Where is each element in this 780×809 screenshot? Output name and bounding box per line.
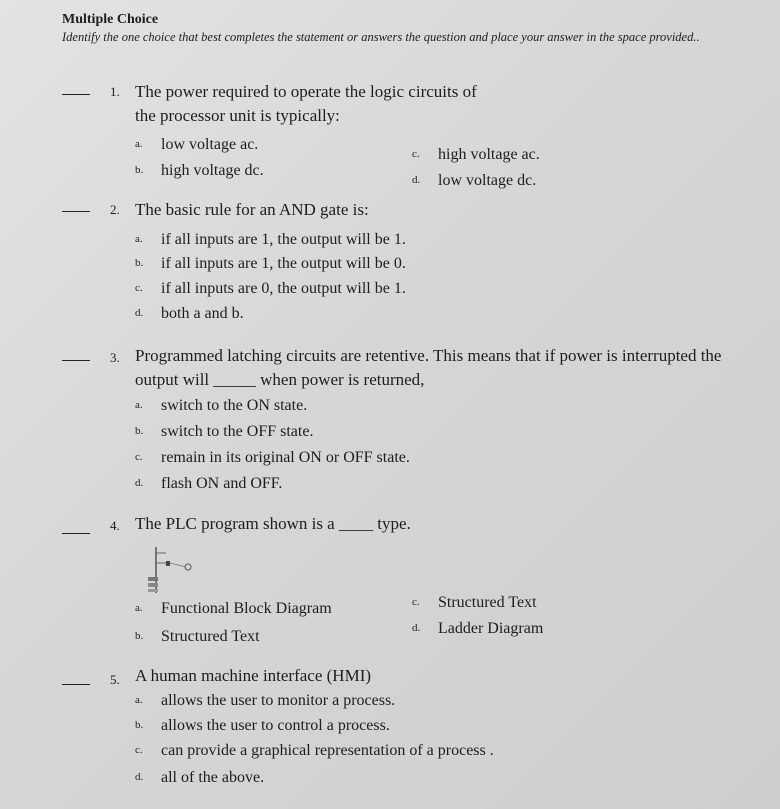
option-letter: a. — [135, 694, 143, 706]
option-text: Structured Text — [438, 594, 537, 611]
option-letter: c. — [412, 148, 420, 160]
option-letter: d. — [412, 622, 421, 634]
option-letter: b. — [135, 630, 144, 642]
option-text: all of the above. — [161, 769, 265, 786]
option-a — [135, 136, 258, 154]
option-c — [412, 594, 537, 612]
question-number: 3. — [110, 350, 120, 365]
option-text: low voltage dc. — [438, 172, 537, 189]
question-number: 5. — [110, 672, 120, 687]
option-text: if all inputs are 0, the output will be 1. — [161, 280, 406, 297]
option-letter: b. — [135, 425, 144, 437]
option-a — [135, 231, 406, 249]
option-text: allows the user to control a process. — [161, 717, 390, 734]
option-text: allows the user to monitor a process. — [161, 692, 396, 709]
option-text: switch to the OFF state. — [161, 423, 314, 440]
option-c — [135, 449, 410, 467]
option-letter: c. — [135, 282, 143, 294]
option-a — [135, 600, 332, 618]
option-d — [135, 475, 282, 493]
option-text: Structured Text — [161, 628, 260, 645]
option-d — [412, 620, 543, 638]
question-text: The basic rule for an AND gate is: — [135, 200, 369, 219]
option-c — [135, 742, 494, 760]
option-c — [135, 280, 406, 298]
option-letter: c. — [135, 744, 143, 756]
option-text: remain in its original ON or OFF state. — [161, 449, 410, 466]
option-letter: d. — [135, 771, 144, 783]
option-d — [135, 769, 264, 787]
option-letter: c. — [135, 451, 143, 463]
answer-blank-2[interactable] — [62, 211, 90, 212]
ladder-diagram-thumbnail — [146, 545, 196, 595]
option-letter: b. — [135, 257, 144, 269]
option-letter: a. — [135, 233, 143, 245]
question-text: The power required to operate the logic circuits of the processor unit is typically: — [135, 82, 477, 125]
question-text: The PLC program shown is a ____ type. — [135, 514, 411, 533]
option-b — [135, 255, 406, 273]
option-letter: b. — [135, 164, 144, 176]
option-letter: d. — [412, 174, 421, 186]
option-text: flash ON and OFF. — [161, 475, 283, 492]
option-c — [412, 146, 540, 164]
option-b — [135, 162, 264, 180]
option-text: switch to the ON state. — [161, 397, 308, 414]
option-a — [135, 397, 307, 415]
answer-blank-1[interactable] — [62, 94, 90, 95]
option-b — [135, 628, 260, 646]
option-letter: b. — [135, 719, 144, 731]
option-letter: c. — [412, 596, 420, 608]
option-text: high voltage ac. — [438, 146, 540, 163]
question-number: 4. — [110, 518, 120, 533]
option-text: both a and b. — [161, 305, 244, 322]
option-b — [135, 423, 313, 441]
answer-blank-5[interactable] — [62, 684, 90, 685]
option-text: Functional Block Diagram — [161, 600, 332, 617]
answer-blank-4[interactable] — [62, 533, 90, 534]
option-text: Ladder Diagram — [438, 620, 544, 637]
question-number: 1. — [110, 84, 120, 99]
option-d — [412, 172, 536, 190]
option-letter: d. — [135, 477, 144, 489]
option-text: can provide a graphical representation of a process . — [161, 742, 494, 759]
option-letter: a. — [135, 602, 143, 614]
option-text: if all inputs are 1, the output will be 1. — [161, 231, 406, 248]
option-d — [135, 305, 244, 323]
section-title: Multiple Choice — [62, 12, 159, 27]
option-letter: d. — [135, 307, 144, 319]
question-text: A human machine interface (HMI) — [135, 666, 372, 685]
option-a — [135, 692, 395, 710]
question-number: 2. — [110, 202, 120, 217]
option-text: if all inputs are 1, the output will be 0. — [161, 255, 406, 272]
section-instructions: Identify the one choice that best completes the statement or answers the question and place your answer in the space provided.. — [62, 30, 700, 44]
option-text: low voltage ac. — [161, 136, 259, 153]
question-text: Programmed latching circuits are retentive. This means that if power is interrupted the output will _____ when power is returned, — [135, 346, 722, 389]
option-b — [135, 717, 390, 735]
option-text: high voltage dc. — [161, 162, 264, 179]
option-letter: a. — [135, 399, 143, 411]
option-letter: a. — [135, 138, 143, 150]
answer-blank-3[interactable] — [62, 360, 90, 361]
